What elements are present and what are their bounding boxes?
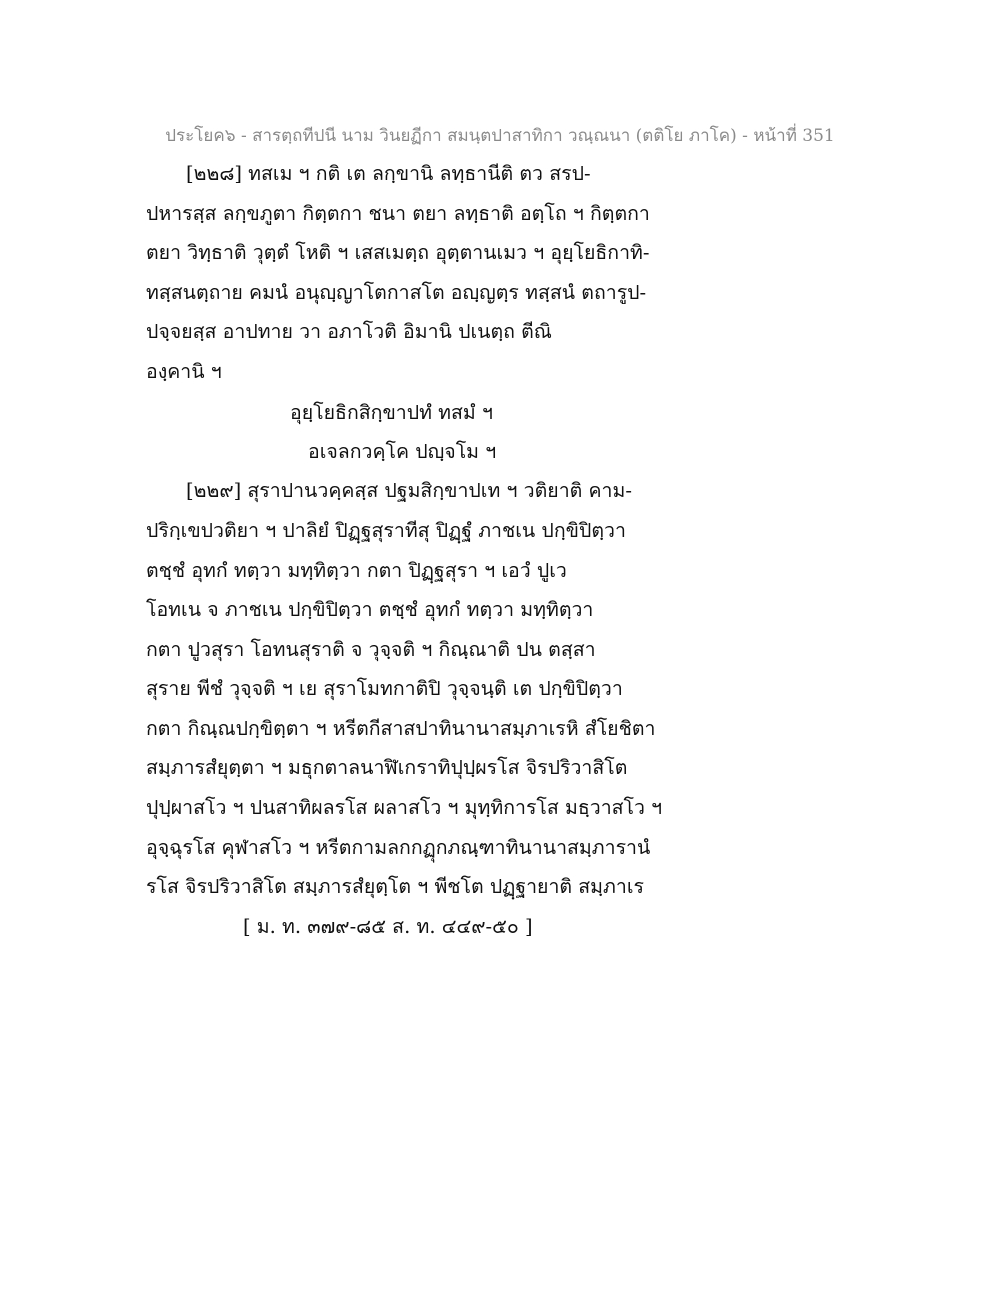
text-line: องฺคานิ ฯ [146,360,222,383]
text-line: ทสฺสนตฺถาย คมนํ อนุญฺญาโตกาสโต อญฺญตฺร ทสฺสนํ ตถารูป- [146,281,647,304]
text-line: รโส จิรปริวาสิโต สมฺภารสํยุตฺโต ฯ พีชโต ปฏฺฐายาติ สมฺภาเร [146,875,644,898]
reference-note: [ ม. ท. ๓๗๙-๘๕ ส. ท. ๔๔๙-๕๐ ] [243,915,533,938]
text-line: ปริกฺเขปวติยา ฯ ปาลิยํ ปิฏฺฐสุราทีสุ ปิฏฺฐํ ภาชเน ปกฺขิปิตฺวา [146,519,626,542]
text-line: สุราย พีชํ วุจฺจติ ฯ เย สุราโมทกาติปิ วุจฺจนฺติ เต ปกฺขิปิตฺวา [146,677,623,700]
text-line: ปจฺจยสฺส อาปทาย วา อภาโวติ อิมานิ ปเนตฺถ ตีณิ [146,320,552,343]
text-line: ตชฺชํ อุทกํ ทตฺวา มทฺทิตฺวา กตา ปิฏฺฐสุรา ฯ เอวํ ปูเว [146,559,567,582]
text-line: [๒๒๙] สุราปานวคฺคสฺส ปฐมสิกฺขาปเท ฯ วติยาติ คาม- [186,479,632,502]
text-line: [๒๒๘] ทสเม ฯ กติ เต ลกฺขานิ ลทฺธานีติ ตว สรป- [186,162,591,185]
text-line: ปุปฺผาสโว ฯ ปนสาทิผลรโส ผลาสโว ฯ มุทฺทิการโส มธฺวาสโว ฯ [146,796,663,819]
text-line: ปหารสฺส ลกฺขภูตา กิตฺตกา ชนา ตยา ลทฺธาติ อตฺโถ ฯ กิตฺตกา [146,202,650,225]
section-closing-title: อุยฺโยธิกสิกฺขาปทํ ทสมํ ฯ [290,401,493,424]
text-line: ตยา วิทฺธาติ วุตฺตํ โหติ ฯ เสสเมตฺถ อุตฺตานเมว ฯ อุยฺโยธิกาทิ- [146,241,650,264]
text-line: กตา ปูวสุรา โอทนสุราติ จ วุจฺจติ ฯ กิณฺณาติ ปน ตสฺสา [146,638,596,661]
text-line: โอทเน จ ภาชเน ปกฺขิปิตฺวา ตชฺชํ อุทกํ ทตฺวา มทฺทิตฺวา [146,598,594,621]
text-line: สมฺภารสํยุตฺตา ฯ มธุกตาลนาฬิเกราทิปุปฺผรโส จิรปริวาสิโต [146,756,628,779]
text-line: อุจฺฉุรโส คุฬาสโว ฯ หรีตกามลกกฏุกภณฺฑาทินานาสมฺภารานํ [146,836,651,859]
page-header: ประโยค๖ - สารตฺถทีปนี นาม วินยฏีกา สมนฺตปาสาทิกา วณฺณนา (ตติโย ภาโค) - หน้าที่ 351 [165,126,835,146]
text-line: กตา กิณฺณปกฺขิตฺตา ฯ หรีตกีสาสปาทินานาสมฺภาเรหิ สํโยชิตา [146,717,656,740]
chapter-closing-title: อเจลกวคฺโค ปญฺจโม ฯ [308,440,497,463]
